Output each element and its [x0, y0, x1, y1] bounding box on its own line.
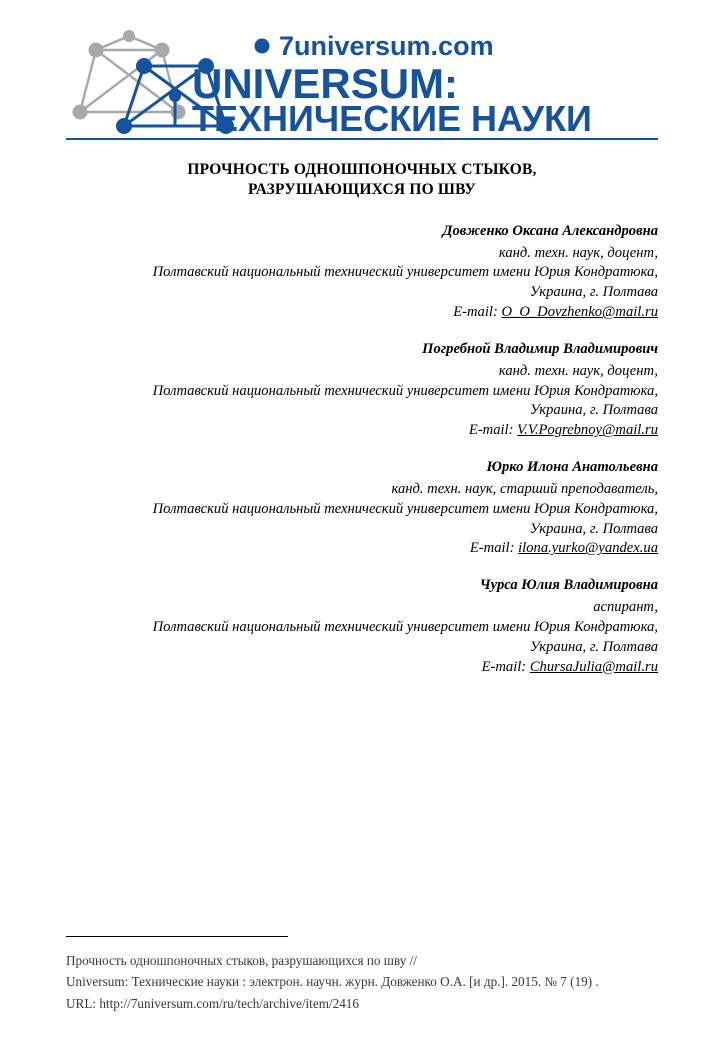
page-footer — [66, 936, 658, 1014]
author-email-line — [66, 658, 658, 678]
citation-block — [66, 950, 658, 1014]
author-affiliation-line: канд. техн. наук, старший преподаватель, — [391, 480, 658, 497]
author-affiliation-line: Украина, г. Полтава — [529, 638, 658, 655]
email-link[interactable]: ilona.yurko@yandex.ua — [518, 540, 658, 557]
document-page — [0, 28, 724, 1052]
email-label: E-mail: — [453, 304, 498, 321]
page-title — [66, 160, 658, 200]
author-affiliation-line: Украина, г. Полтава — [529, 284, 658, 301]
brand-line-2: ТЕХНИЧЕСКИЕ НАУКИ — [192, 98, 592, 136]
author-name: Юрко Илона Анатольевна — [486, 459, 658, 476]
citation-line-3: URL: http://7universum.com/ru/tech/archive/item/2416 — [66, 995, 359, 1011]
email-label: E-mail: — [481, 658, 527, 675]
masthead-divider — [66, 138, 658, 140]
footnote-separator — [66, 936, 288, 937]
author-affiliation-line: аспирант, — [593, 599, 658, 616]
author-affiliation-line: Украина, г. Полтава — [529, 402, 658, 419]
author-block — [66, 340, 658, 441]
site-name: 7universum.com — [279, 31, 494, 61]
author-affiliation-line: Полтавский национальный технический университет имени Юрия Кондратюка, — [152, 500, 658, 517]
author-email-line — [66, 539, 658, 559]
email-link[interactable]: O_O_Dovzhenko@mail.ru — [501, 304, 658, 321]
author-email-line — [66, 303, 658, 323]
citation-line-2: Universum: Технические науки : электрон. научн. журн. Довженко О.А. [и др.]. 2015. № 7 (19) . — [66, 974, 599, 990]
citation-line-1: Прочность одношпоночных стыков, разрушающихся по шву // — [66, 952, 417, 968]
author-block — [66, 458, 658, 559]
author-name: Погребной Владимир Владимирович — [422, 340, 658, 357]
journal-masthead — [66, 28, 658, 140]
email-label: E-mail: — [469, 540, 515, 557]
title-line-1: ПРОЧНОСТЬ ОДНОШПОНОЧНЫХ СТЫКОВ, — [187, 161, 537, 178]
author-affiliation-line: Полтавский национальный технический университет имени Юрия Кондратюка, — [152, 264, 658, 281]
email-link[interactable]: ChursaJulia@mail.ru — [529, 658, 658, 675]
email-link[interactable]: V.V.Pogrebnoy@mail.ru — [517, 422, 658, 439]
author-affiliation-line: Полтавский национальный технический университет имени Юрия Кондратюка, — [152, 619, 658, 635]
title-line-2: РАЗРУШАЮЩИХСЯ ПО ШВУ — [247, 180, 476, 198]
author-name: Довженко Оксана Александровна — [442, 222, 658, 239]
author-affiliation-line: Полтавский национальный технический университет имени Юрия Кондратюка, — [152, 382, 658, 399]
author-affiliation-line: Украина, г. Полтава — [529, 520, 658, 537]
author-affiliation-line: канд. техн. наук, доцент, — [498, 244, 658, 261]
author-email-line — [66, 421, 658, 441]
brand-line-1: UNIVERSUM: — [192, 60, 459, 107]
author-list — [66, 222, 658, 678]
journal-logo — [66, 28, 658, 136]
author-affiliation-line: канд. техн. наук, доцент, — [498, 362, 658, 379]
author-block — [66, 576, 658, 677]
author-name: Чурса Юлия Владимировна — [479, 577, 658, 594]
email-label: E-mail: — [468, 422, 514, 439]
author-block — [66, 222, 658, 323]
